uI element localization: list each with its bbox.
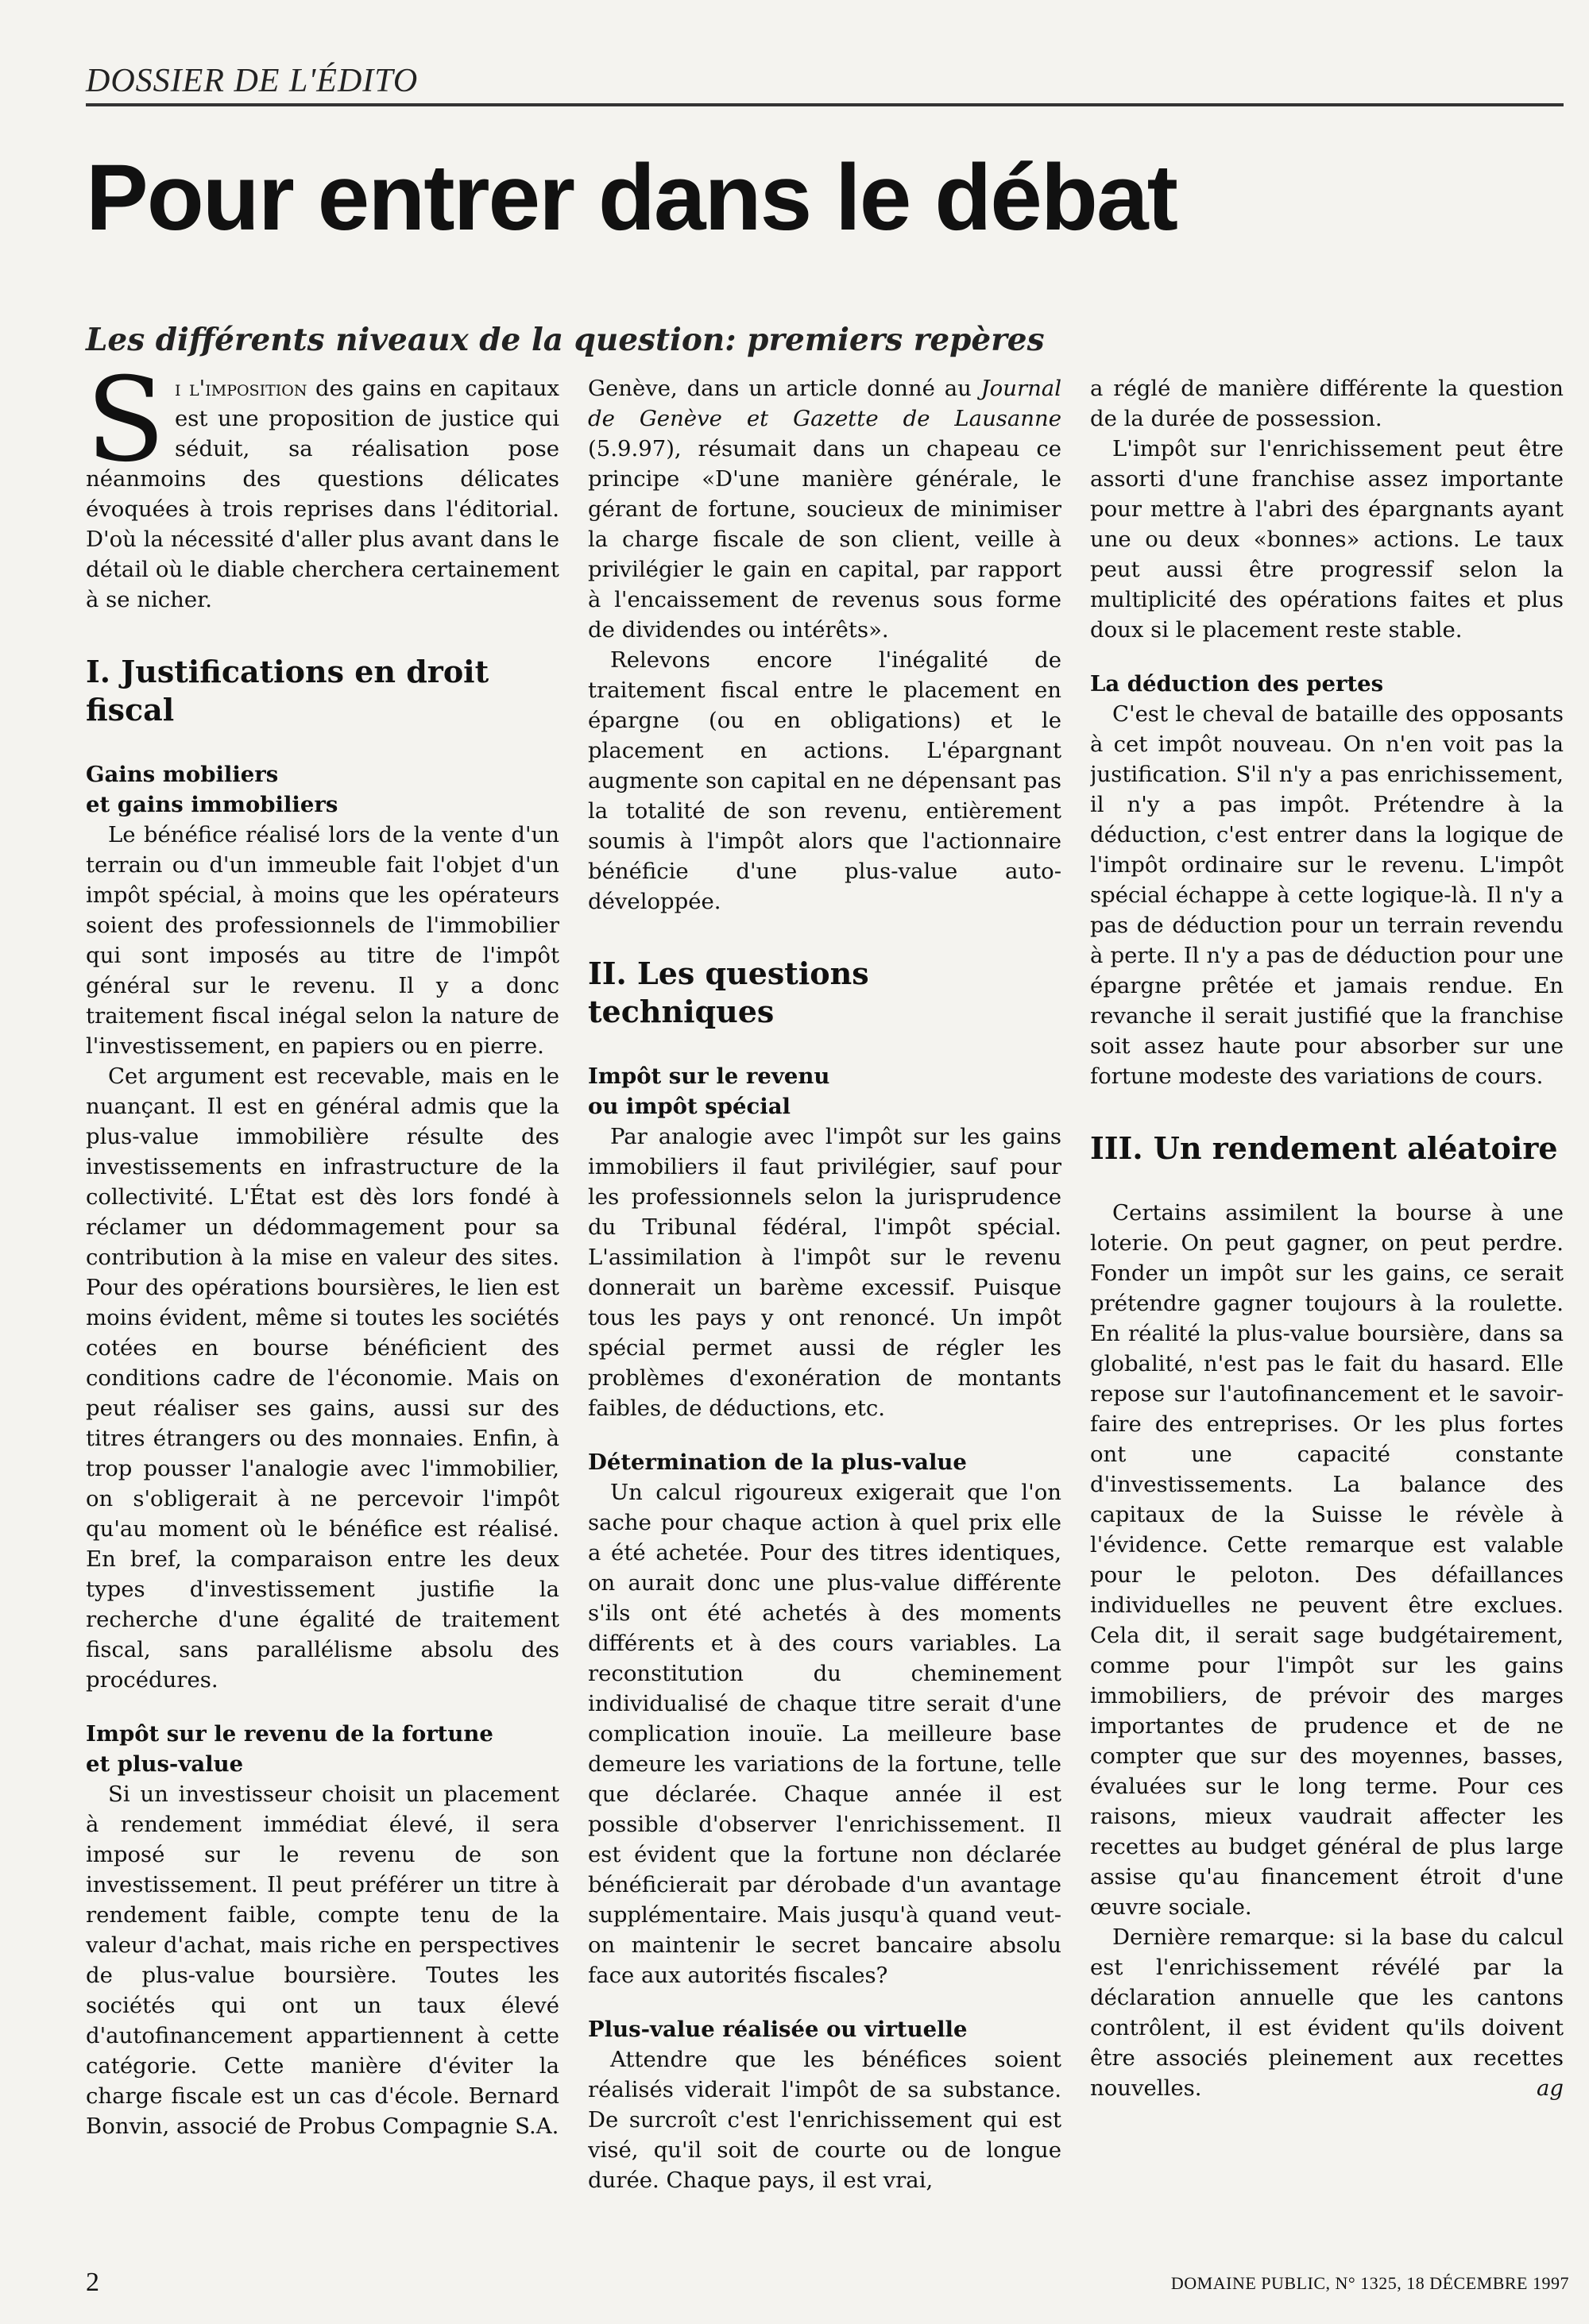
- text-run: (5.9.97), résumait dans un chapeau ce principe «D'une manière générale, le gérant de fortune, soucieux de minimiser la charge fiscale de son client, veille à privilégier le gain en capital, par rapport à l'encaissement de revenus sous forme de dividendes ou intérêts».: [588, 436, 1061, 643]
- paragraph: Certains assimilent la bourse à une loterie. On peut gagner, on peut perdre. Fonder un impôt sur les gains, ce serait prétendre gagner toujours à la roulette. En réalité la plus-value boursière, dans sa globalité, n'est pas le fait du hasard. Elle repose sur l'autofinancement et le savoir-faire des entreprises. Or les plus fortes ont une capacité constante d'investissements. La balance des capitaux de la Suisse le révèle à l'évidence. Cette remarque est valable pour le peloton. Des défaillances individuelles ne peuvent être exclues. Cela dit, il serait sage budgétairement, comme pour l'impôt sur les gains immobiliers, de prévoir des marges importantes de prudence et de ne compter que sur des moyennes, basses, évaluées sur le long terme. Pour ces raisons, mieux vaudrait affecter les recettes au budget général de plus large assise qu'au financement étroit d'une œuvre sociale.: [1090, 1200, 1564, 1920]
- subheading-impot-line1: Impôt sur le revenu de la fortune: [86, 1721, 493, 1747]
- paragraph: Cet argument est recevable, mais en le nuançant. Il est en général admis que la plus-value immobilière résulte des investissements en infrastructure de la collectivité. L'État est dès lors fondé à réclamer un dédommagement pour sa contribution à la mise en valeur des sites. Pour des opérations boursières, le lien est moins évident, même si toutes les sociétés cotées en bourse bénéficient des conditions cadre de l'économie. Mais on peut réaliser ses gains, aussi sur des titres étrangers ou des monnaies. Enfin, à trop pousser l'analogie avec l'immobilier, on s'obligerait à ne percevoir l'impôt qu'au moment où le bénéfice est réalisé. En bref, la comparaison entre les deux types d'investissement justifie la recherche d'une égalité de traitement fiscal, sans parallélisme absolu des procédures.: [86, 1064, 559, 1693]
- subheading-plus-value: Plus-value réalisée ou virtuelle: [588, 2017, 968, 2042]
- paragraph: Attendre que les bénéfices soient réalisés viderait l'impôt de sa substance. De surcroît c'est l'enrichissement qui est visé, qu'il soit de courte ou de longue durée. Chaque pays, il est vrai,: [588, 2047, 1061, 2193]
- paragraph: Si un investisseur choisit un placement à rendement immédiat élevé, il sera imposé sur le revenu de son investissement. Il peut préférer un titre à rendement faible, compte tenu de la valeur d'achat, mais riche en perspectives de plus-value boursière. Toutes les sociétés qui ont un taux élevé d'autofinancement appartiennent à cette catégorie. Cette manière d'éviter la charge fiscale est un cas d'école. Bernard Bonvin, associé de Probus Compagnie S.A.: [86, 1782, 559, 2139]
- article-subtitle: Les différents niveaux de la question: premiers repères: [86, 322, 1045, 358]
- section-label: DOSSIER DE L'ÉDITO: [86, 62, 1564, 106]
- subheading-determination: Détermination de la plus-value: [588, 1450, 967, 1475]
- intro-smallcaps: i l'imposition: [175, 376, 307, 401]
- drop-cap: S: [86, 373, 166, 488]
- paragraph: C'est le cheval de bataille des opposants à cet impôt nouveau. On n'en voit pas la justification. S'il n'y a pas enrichissement, il n'y a pas impôt. Prétendre à la déduction, c'est entrer dans la logique de l'impôt ordinaire sur le revenu. L'impôt spécial échappe à cette logique-là. Il n'y a pas de déduction pour un terrain revendu à perte. Il n'y a pas de déduction pour une épargne prêtée et jamais rendue. En revanche il serait justifié que la franchise soit assez haute pour absorber sur une fortune modeste des variations de cours.: [1090, 701, 1564, 1089]
- subheading-revenu-line2: ou impôt spécial: [588, 1094, 791, 1119]
- subheading-gains-line2: et gains immobiliers: [86, 792, 338, 817]
- column-3: [1090, 373, 1564, 2224]
- page-number: 2: [86, 2268, 99, 2297]
- intro-paragraph: [86, 373, 559, 615]
- subheading-gains-line1: Gains mobiliers: [86, 762, 279, 787]
- subheading-revenu: [588, 1061, 1061, 1121]
- paragraph: Relevons encore l'inégalité de traitement fiscal entre le placement en épargne (ou en obligations) et le placement en actions. L'épargnant augmente son capital en ne dépensant pas la totalité de son revenu, entièrement soumis à l'impôt alors que l'actionnaire bénéficie d'une plus-value auto-développée.: [588, 647, 1061, 914]
- paragraph: Le bénéfice réalisé lors de la vente d'un terrain ou d'un immeuble fait l'objet d'un impôt spécial, à moins que les opérateurs soient des professionnels de l'immobilier qui sont imposés au titre de l'impôt général sur le revenu. Il y a donc traitement fiscal inégal selon la nature de l'investissement, en papiers ou en pierre.: [86, 822, 559, 1059]
- journal-name: Journal de Genève et Gazette de Lausanne: [588, 376, 1061, 431]
- author-signature: ag: [1537, 2075, 1564, 2101]
- paragraph: L'impôt sur l'enrichissement peut être assorti d'une franchise assez importante pour mettre à l'abri des épargnants ayant une ou deux «bonnes» actions. Le taux peut aussi être progressif selon la multiplicité des opérations faites et plus doux si le placement reste stable.: [1090, 436, 1564, 643]
- intro-text: des gains en capitaux est une proposition de justice qui séduit, sa réalisation pose néanmoins des questions délicates évoquées à trois reprises dans l'éditorial. D'où la nécessité d'aller plus avant dans le détail où le diable cherchera certainement à se nicher.: [86, 376, 559, 612]
- subheading-gains: [86, 759, 559, 820]
- subheading-impot-line2: et plus-value: [86, 1751, 244, 1777]
- column-2: [588, 373, 1061, 2224]
- paragraph: Un calcul rigoureux exigerait que l'on sache pour chaque action à quel prix elle a été achetée. Pour des titres identiques, on aurait donc une plus-value différente s'ils ont été achetés à des moments différents et à des cours variables. La reconstitution du cheminement individualisé de chaque titre serait d'une complication inouïe. La meilleure base demeure les variations de la fortune, telle que déclarée. Chaque année il est possible d'observer l'enrichissement. Il est évident que la fortune non déclarée bénéficierait par dérobade d'un avantage supplémentaire. Mais jusqu'à quand veut-on maintenir le secret bancaire absolu face aux autorités fiscales?: [588, 1480, 1061, 1988]
- text-run: Dernière remarque: si la base du calcul est l'enrichissement révélé par la déclaration annuelle que les cantons contrôlent, il est évident qu'ils doivent être associés pleinement aux recettes nouvelles.: [1090, 1924, 1564, 2101]
- paragraph: [588, 373, 1061, 645]
- article-title: Pour entrer dans le débat: [86, 145, 1177, 250]
- section-heading-2: II. Les questions techniques: [588, 955, 869, 1029]
- text-run: Genève, dans un article donné au: [588, 376, 981, 401]
- publication-info: DOMAINE PUBLIC, N° 1325, 18 DÉCEMBRE 1997: [1170, 2273, 1569, 2293]
- column-1: [86, 373, 559, 2224]
- paragraph: Par analogie avec l'impôt sur les gains immobiliers il faut privilégier, sauf pour les professionnels selon la jurisprudence du Tribunal fédéral, l'impôt spécial. L'assimilation à l'impôt sur le revenu donnerait un barème excessif. Puisque tous les pays y ont renoncé. Un impôt spécial permet aussi de régler les problèmes d'exonération de montants faibles, de déductions, etc.: [588, 1124, 1061, 1421]
- subheading-revenu-line1: Impôt sur le revenu: [588, 1064, 830, 1089]
- subheading-deduction: La déduction des pertes: [1090, 671, 1384, 697]
- subheading-impot-fortune: [86, 1719, 559, 1779]
- paragraph: a réglé de manière différente la question de la durée de possession.: [1090, 376, 1564, 431]
- paragraph: [1090, 1922, 1564, 2103]
- section-heading-3: III. Un rendement aléatoire: [1090, 1130, 1558, 1166]
- section-heading-1: I. Justifications en droit fiscal: [86, 654, 489, 728]
